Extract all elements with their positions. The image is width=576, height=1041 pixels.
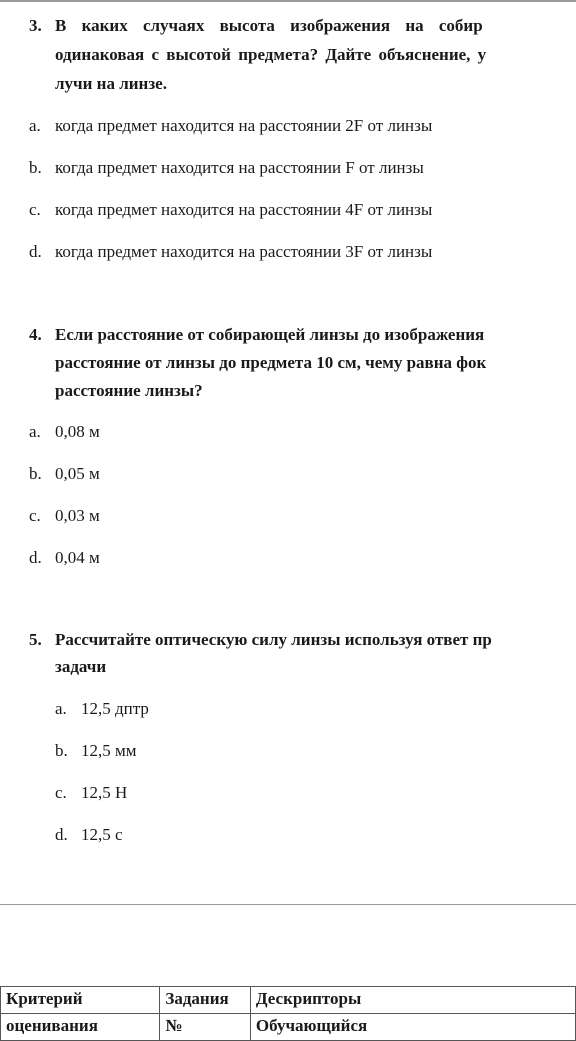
question-text-line: задачи xyxy=(55,657,107,676)
answer-option[interactable] xyxy=(55,741,137,761)
question-text-line: расстояние линзы? xyxy=(55,381,203,400)
table-header-cell: оценивания xyxy=(1,1014,160,1041)
question-number: 4. xyxy=(29,325,42,344)
table-header-cell: Дескрипторы xyxy=(250,987,575,1014)
option-label: c. xyxy=(29,506,41,525)
question-text-line: одинаковая с высотой предмета? Дайте объяснение, у xyxy=(55,45,487,64)
answer-option[interactable] xyxy=(29,158,424,178)
criteria-table xyxy=(0,986,576,1041)
option-label: c. xyxy=(29,200,41,219)
option-text: 12,5 дптр xyxy=(81,699,149,718)
option-text: 0,08 м xyxy=(55,422,100,441)
answer-option[interactable] xyxy=(29,242,432,262)
table-header-cell: Критерий xyxy=(1,987,160,1014)
top-border xyxy=(0,0,576,2)
answer-option[interactable] xyxy=(55,699,149,719)
table-header-cell: № xyxy=(160,1014,251,1041)
answer-option[interactable] xyxy=(55,783,127,803)
section-divider xyxy=(0,904,576,905)
option-text: 0,05 м xyxy=(55,464,100,483)
option-text: 12,5 с xyxy=(81,825,123,844)
option-text: когда предмет находится на расстоянии 3F от линзы xyxy=(55,242,433,261)
option-text: 0,04 м xyxy=(55,548,100,567)
option-text: 12,5 мм xyxy=(81,741,137,760)
answer-option[interactable] xyxy=(29,506,100,526)
question-text-line: расстояние от линзы до предмета 10 см, чему равна фок xyxy=(55,353,487,372)
table-header-cell: Обучающийся xyxy=(250,1014,575,1041)
question-text-line: Если расстояние от собирающей линзы до изображения xyxy=(55,325,485,344)
answer-option[interactable] xyxy=(29,422,100,442)
question-text-line: В каких случаях высота изображения на собир xyxy=(55,16,483,35)
option-label: a. xyxy=(29,116,41,135)
option-text: когда предмет находится на расстоянии 2F от линзы xyxy=(55,116,433,135)
answer-option[interactable] xyxy=(55,825,123,845)
table-row xyxy=(1,1014,576,1041)
option-text: 0,03 м xyxy=(55,506,100,525)
option-label: b. xyxy=(55,741,68,760)
answer-option[interactable] xyxy=(29,200,432,220)
question-text-line: лучи на линзе. xyxy=(55,74,167,93)
answer-option[interactable] xyxy=(29,464,100,484)
answer-option[interactable] xyxy=(29,548,100,568)
question-number: 3. xyxy=(29,16,42,35)
question-text-line: Рассчитайте оптическую силу линзы используя ответ пр xyxy=(55,630,492,649)
answer-option[interactable] xyxy=(29,116,432,136)
option-label: a. xyxy=(29,422,41,441)
option-text: когда предмет находится на расстоянии F от линзы xyxy=(55,158,424,177)
option-label: d. xyxy=(29,242,42,261)
question-number: 5. xyxy=(29,630,42,649)
option-label: d. xyxy=(29,548,42,567)
option-label: b. xyxy=(29,464,42,483)
option-text: 12,5 Н xyxy=(81,783,128,802)
option-text: когда предмет находится на расстоянии 4F от линзы xyxy=(55,200,433,219)
option-label: b. xyxy=(29,158,42,177)
table-row xyxy=(1,987,576,1014)
option-label: c. xyxy=(55,783,67,802)
option-label: a. xyxy=(55,699,67,718)
table-header-cell: Задания xyxy=(160,987,251,1014)
option-label: d. xyxy=(55,825,68,844)
